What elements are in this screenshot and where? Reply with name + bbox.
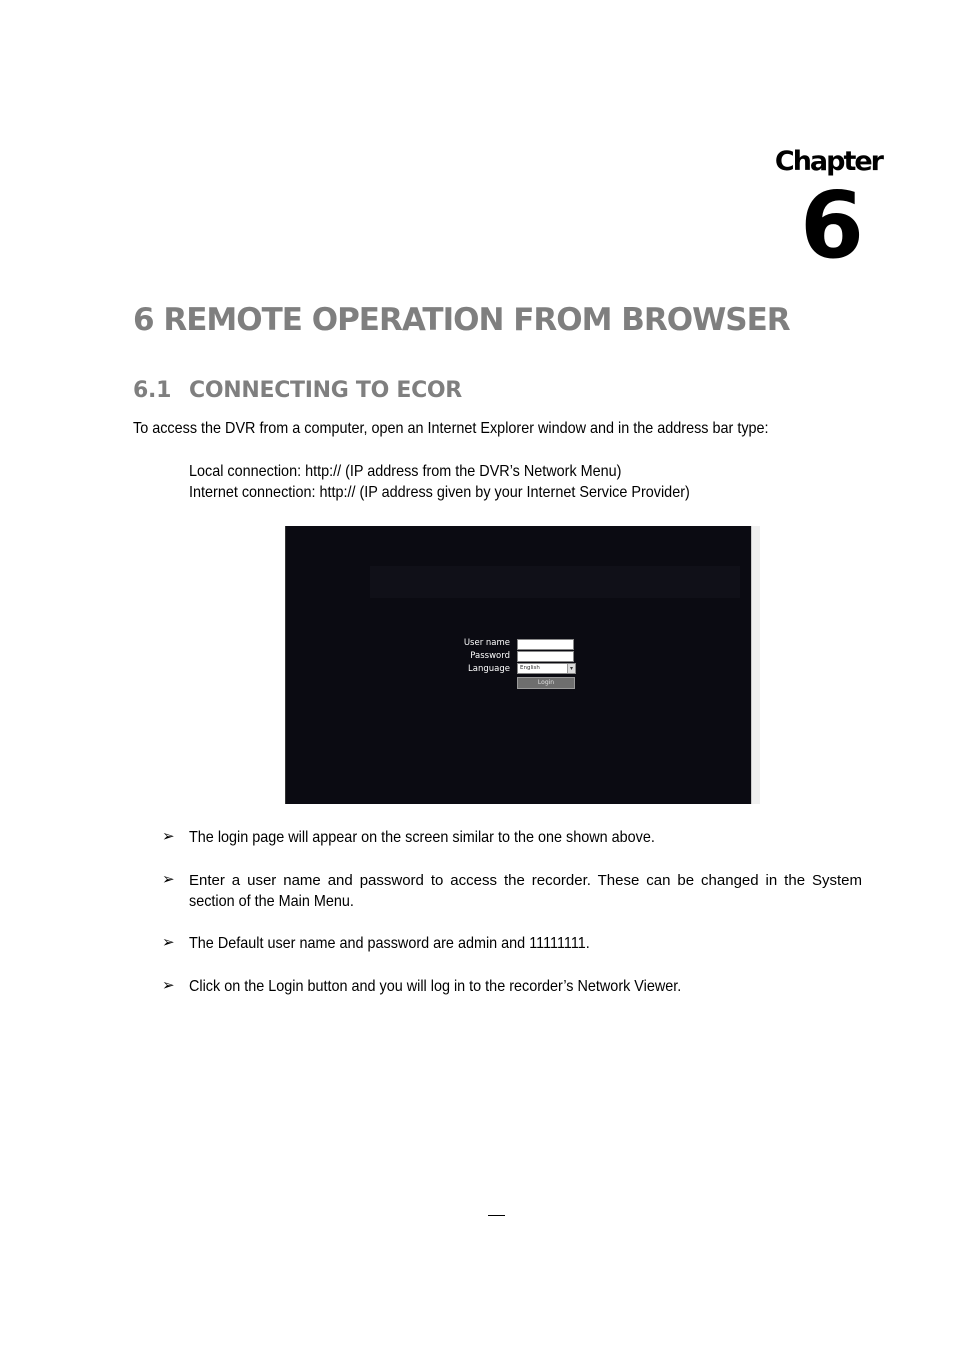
bullet-text-3: The Default user name and password are admin and 11111111.: [189, 935, 590, 952]
list-item: [162, 870, 862, 914]
section-heading: 6 REMOTE OPERATION FROM BROWSER: [133, 302, 790, 338]
page-footer-mark: [488, 1215, 505, 1216]
password-label: Password: [470, 651, 510, 661]
password-input: [517, 651, 574, 662]
chevron-down-icon: ▾: [567, 664, 575, 673]
bullet-text-2-line1: Enter a user name and password to access the recorder. These can be changed in the System: [189, 872, 862, 889]
login-button: Login: [517, 677, 575, 689]
list-item: [162, 976, 862, 998]
arrow-bullet-icon: ➢: [162, 870, 175, 888]
bullet-text-1: The login page will appear on the screen similar to the one shown above.: [189, 829, 655, 846]
login-screenshot-scrollbar: [751, 526, 760, 804]
intro-paragraph: To access the DVR from a computer, open an Internet Explorer window and in the address bar type:: [133, 420, 769, 437]
bullet-text-4: Click on the Login button and you will log in to the recorder’s Network Viewer.: [189, 978, 682, 995]
subsection-number: 6.1: [133, 378, 172, 403]
subsection-heading: [133, 378, 462, 403]
language-select: [517, 663, 576, 674]
login-screenshot-band: [370, 566, 740, 598]
list-item: [162, 933, 862, 955]
list-item: [162, 827, 862, 849]
username-input: [517, 639, 574, 650]
arrow-bullet-icon: ➢: [162, 827, 175, 845]
arrow-bullet-icon: ➢: [162, 976, 175, 994]
language-label: Language: [468, 664, 510, 674]
chapter-number: 6: [799, 172, 864, 279]
internet-connection-text: Internet connection: http:// (IP address given by your Internet Service Provider): [189, 484, 690, 501]
arrow-bullet-icon: ➢: [162, 933, 175, 951]
chapter-label: Chapter: [774, 146, 882, 177]
language-value: English: [520, 665, 540, 671]
local-connection-text: Local connection: http:// (IP address from the DVR’s Network Menu): [189, 463, 622, 480]
subsection-title: CONNECTING TO ECOR: [189, 378, 462, 403]
username-label: User name: [463, 638, 510, 648]
bullet-text-2-line2: section of the Main Menu.: [189, 893, 354, 910]
